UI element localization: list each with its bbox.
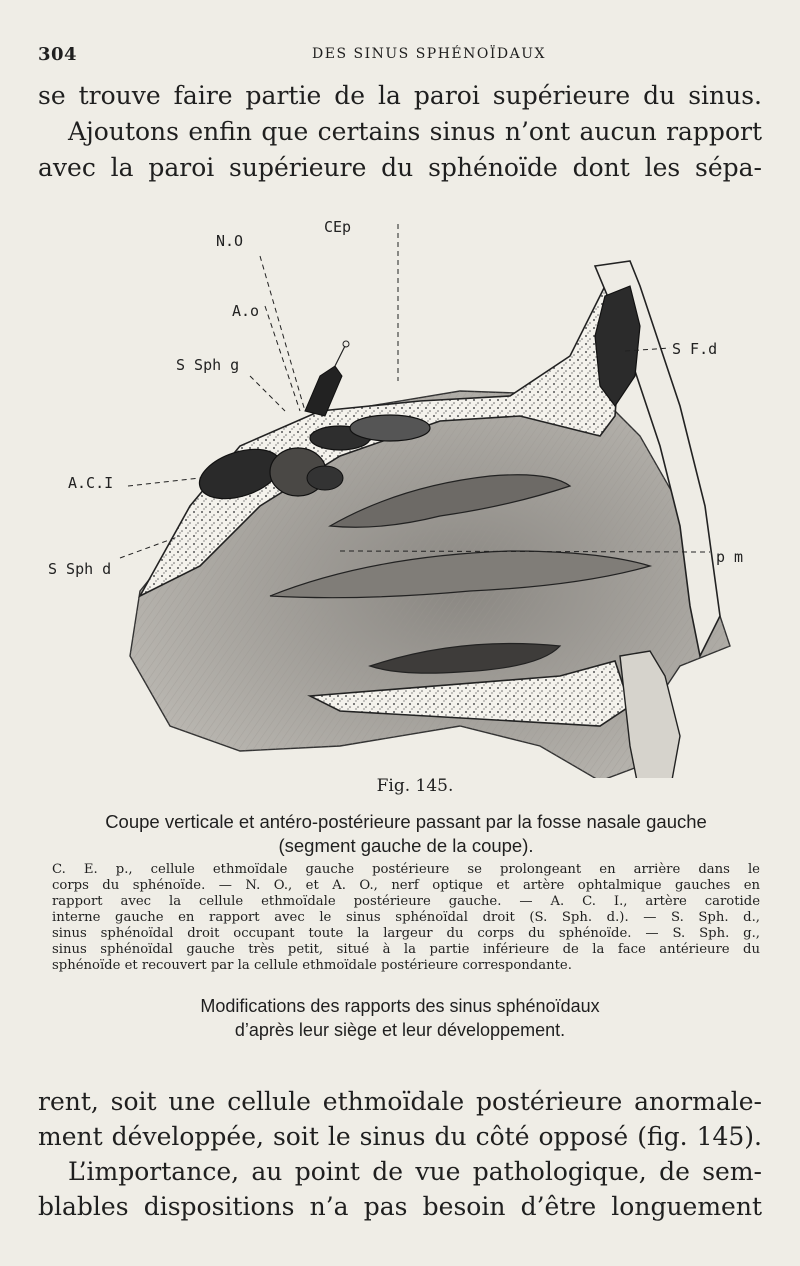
legend-line: interne gauche en rapport avec le sinus sphénoïdal droit (S. Sph. d.). — S. Sph. d., [52, 910, 760, 925]
label-sinus-frontal-droit: S F.d [672, 340, 718, 358]
caption-line: (segment gauche de la coupe). [278, 835, 534, 856]
nasal-section-illustration [40, 206, 760, 778]
legend-line: corps du sphénoïde. — N. O., et A. O., nerf optique et artère ophtalmique gauches en [52, 878, 760, 893]
anatomical-figure [40, 206, 760, 778]
text-line: avec la paroi supérieure du sphénoïde dont les sépa- [38, 153, 762, 182]
label-artere-carotide-interne: A.C.I [68, 474, 114, 492]
subtitle-line: Modifications des rapports des sinus sphénoïdaux [200, 996, 600, 1016]
figure-legend [52, 862, 760, 974]
label-nerf-optique: N.O [216, 232, 244, 250]
caption-line: Coupe verticale et antéro-postérieure passant par la fosse nasale gauche [105, 811, 707, 832]
text-line: se trouve faire partie de la paroi supérieure du sinus. [38, 81, 762, 110]
text-line: Ajoutons enfin que certains sinus n’ont aucun rapport [68, 117, 762, 146]
figure-subtitle [40, 994, 760, 1042]
legend-line: rapport avec la cellule ethmoïdale postérieure gauche. — A. C. I., artère carotide [52, 894, 760, 909]
figure-number: Fig. 145. [376, 776, 454, 796]
text-line: L’importance, au point de vue pathologique, de sem- [68, 1157, 762, 1186]
label-pm: p m [716, 548, 744, 566]
running-title: DES SINUS SPHÉNOÏDAUX [312, 46, 546, 62]
page-header [38, 40, 760, 66]
ethmoid-posterior-cell [350, 415, 430, 441]
legend-line: C. E. p., cellule ethmoïdale gauche postérieure se prolongeant en arrière dans le [52, 862, 760, 877]
bottom-paragraph [38, 1084, 762, 1224]
subtitle-line: d’après leur siège et leur développement. [234, 1020, 566, 1040]
label-sinus-sphenoidal-gauche: S Sph g [176, 356, 240, 374]
top-paragraph [38, 78, 762, 186]
legend-line: sinus sphénoïdal gauche très petit, situé à la partie inférieure de la face antérieure du [52, 942, 760, 957]
text-line: blables dispositions n’a pas besoin d’être longuement [38, 1192, 762, 1221]
legend-line: sphénoïde et recouvert par la cellule ethmoïdale postérieure correspondante. [52, 958, 572, 973]
label-cellule-ethmoidale: CEp [324, 218, 352, 236]
page-number: 304 [38, 44, 78, 65]
label-sinus-sphenoidal-droit: S Sph d [48, 560, 112, 578]
figure-caption-title [50, 810, 762, 858]
legend-line: sinus sphénoïdal droit occupant toute la largeur du corps du sphénoïde. — S. Sph. g., [52, 926, 760, 941]
text-line: ment développée, soit le sinus du côté opposé (fig. 145). [38, 1122, 762, 1151]
ethmoid-small-cell [307, 466, 343, 490]
label-artere-ophtalmique: A.o [232, 302, 260, 320]
optic-nerve [305, 366, 342, 416]
text-line: rent, soit une cellule ethmoïdale postérieure anormale- [38, 1087, 762, 1116]
